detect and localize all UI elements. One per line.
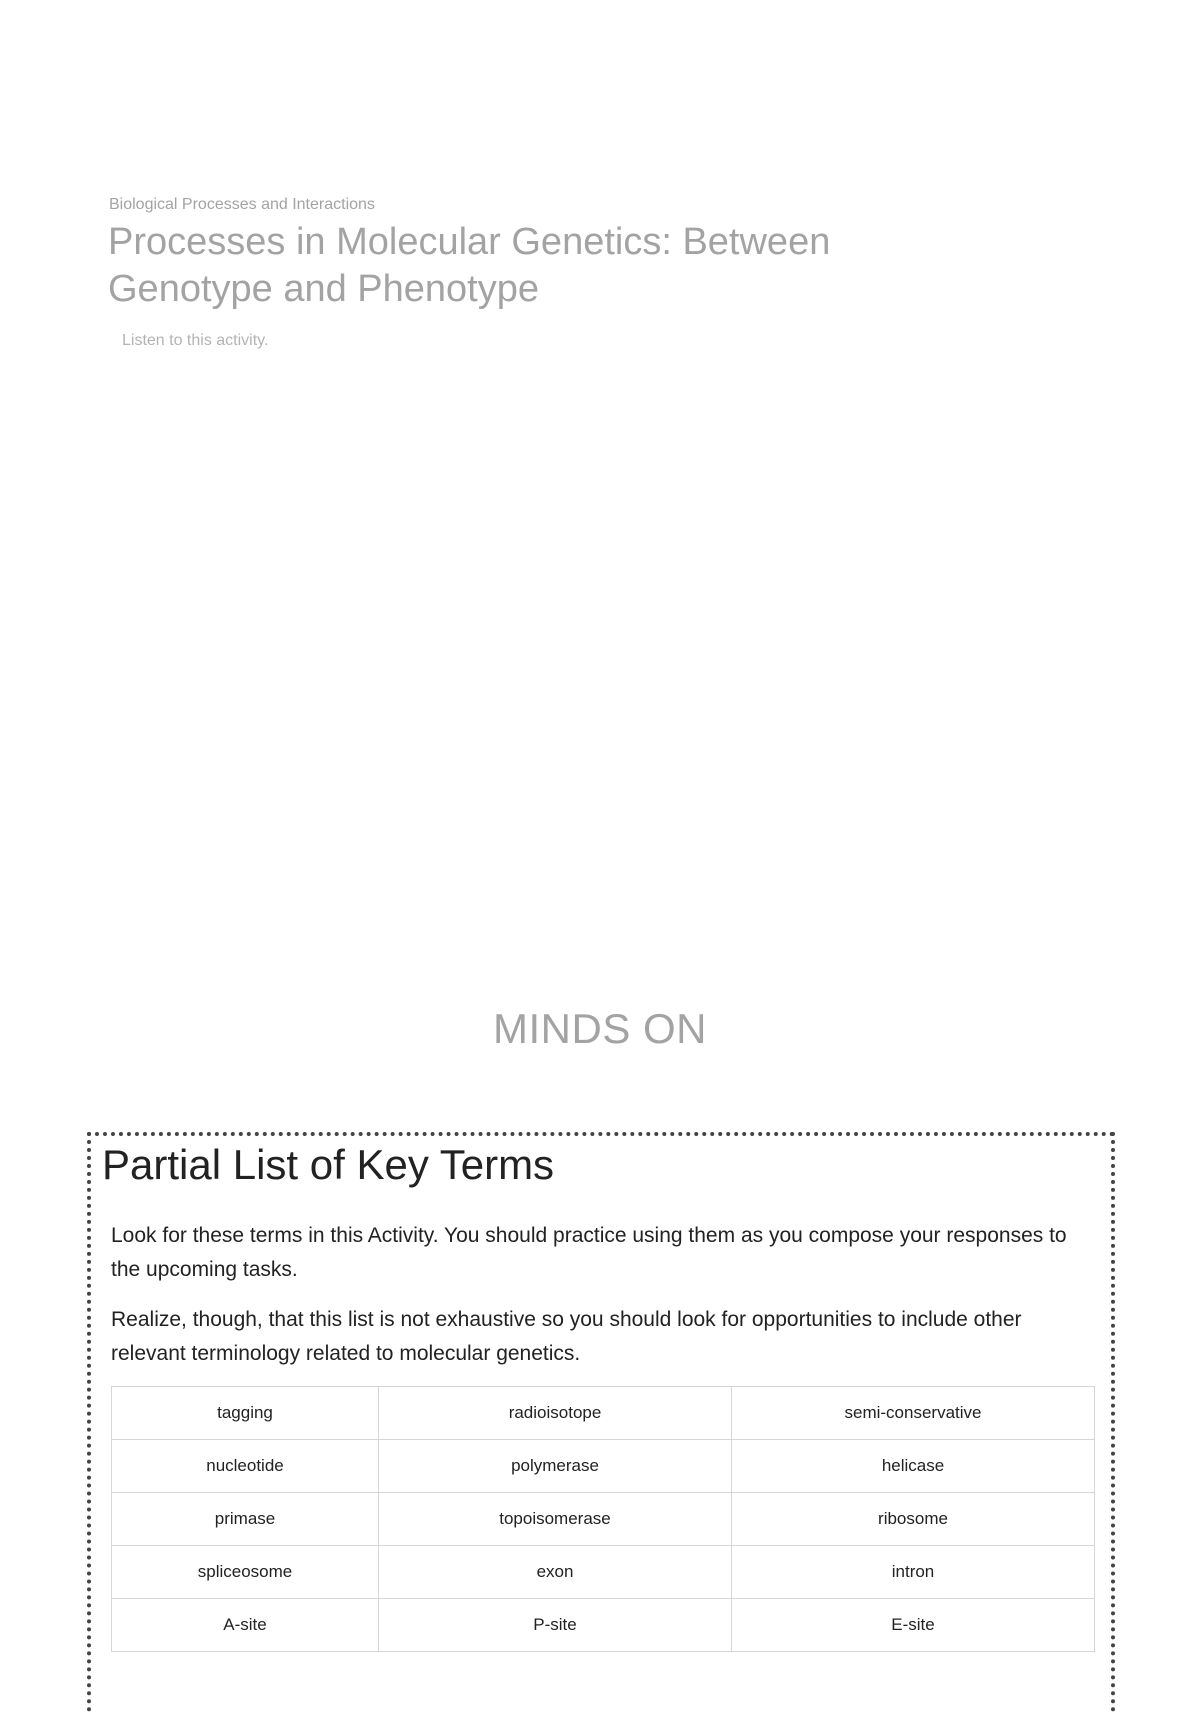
table-row xyxy=(112,1546,1095,1599)
key-terms-box xyxy=(87,1132,1115,1712)
term-cell: radioisotope xyxy=(379,1387,732,1440)
key-terms-paragraph-2: Realize, though, that this list is not exhaustive so you should look for opportunities to include other relevant terminology related to molecular genetics. xyxy=(111,1308,1022,1365)
course-label: Biological Processes and Interactions xyxy=(109,196,375,213)
key-terms-table xyxy=(111,1386,1095,1652)
term-cell: polymerase xyxy=(379,1440,732,1493)
term-cell: exon xyxy=(379,1546,732,1599)
term-cell: P-site xyxy=(379,1599,732,1652)
listen-link[interactable]: Listen to this activity. xyxy=(122,332,269,349)
table-row xyxy=(112,1599,1095,1652)
term-cell: E-site xyxy=(732,1599,1095,1652)
term-cell: A-site xyxy=(112,1599,379,1652)
table-row xyxy=(112,1387,1095,1440)
term-cell: semi-conservative xyxy=(732,1387,1095,1440)
key-terms-title: Partial List of Key Terms xyxy=(102,1141,555,1188)
section-heading: MINDS ON xyxy=(493,1005,707,1052)
term-cell: topoisomerase xyxy=(379,1493,732,1546)
term-cell: helicase xyxy=(732,1440,1095,1493)
term-cell: spliceosome xyxy=(112,1546,379,1599)
key-terms-paragraph-1: Look for these terms in this Activity. You should practice using them as you compose your responses to the upcoming tasks. xyxy=(111,1224,1067,1281)
table-row xyxy=(112,1493,1095,1546)
term-cell: primase xyxy=(112,1493,379,1546)
term-cell: tagging xyxy=(112,1387,379,1440)
term-cell: nucleotide xyxy=(112,1440,379,1493)
term-cell: ribosome xyxy=(732,1493,1095,1546)
page-title: Processes in Molecular Genetics: Between Genotype and Phenotype xyxy=(108,221,831,310)
table-row xyxy=(112,1440,1095,1493)
term-cell: intron xyxy=(732,1546,1095,1599)
